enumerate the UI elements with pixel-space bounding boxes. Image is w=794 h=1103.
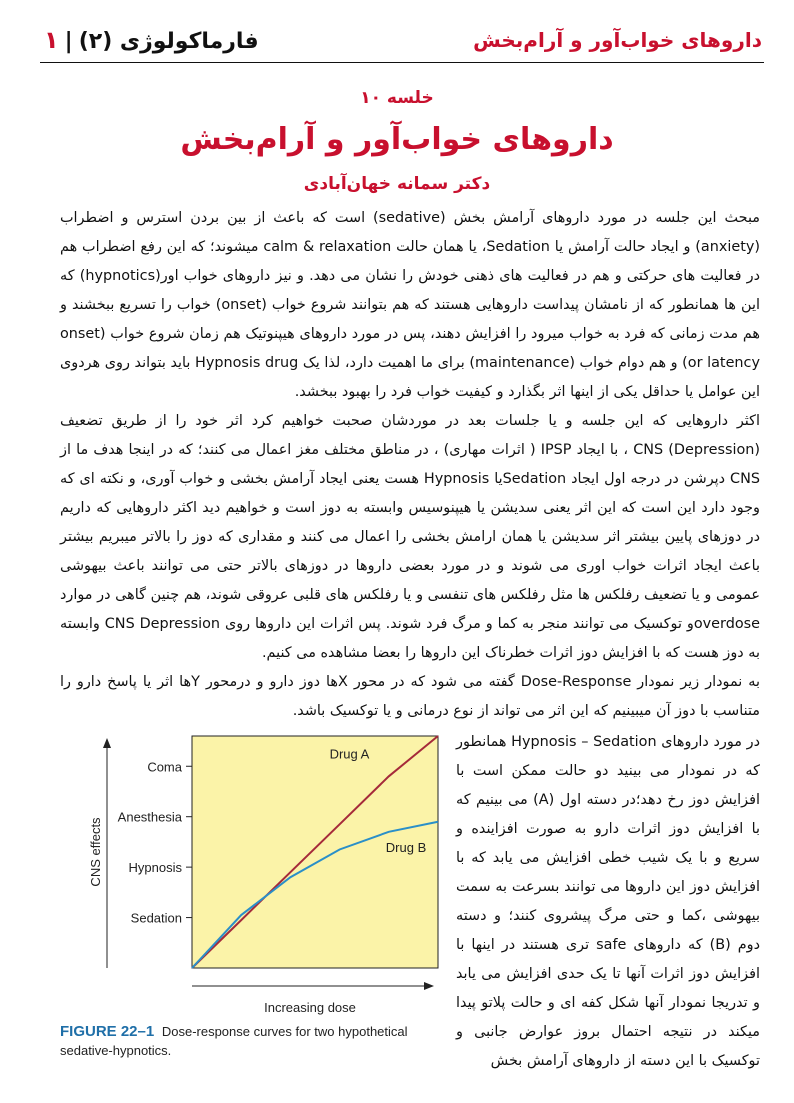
figure-caption-text: Dose-response curves for two hypothetical sedative-hypnotics.: [60, 1024, 408, 1058]
paragraph-cns: اکثر داروهایی که این جلسه و یا جلسات بعد در موردشان صحبت خواهیم کرد اثر خود را از طریق تضعیف (Depression) CNS ، با ایجاد IPSP ( اثرات مهاری) ، در مناطق مختلف مغز اعمال می کنند؛ که در اینجا هدف ما از CNS دپرشن در درجه اول ایجاد Sedationیا Hypnosis هست یعنی ایجاد آرامش بخشی و خواب آوری، و نکته ای که وجود دارد این است که این اثر یعنی سدیشن یا هیپنوسیس وابسته به دوز است و خواهیم دید اکثر داروهایی که داریم در دوزهای پایین بیشتر اثر سدیشن یا همان ارامش بخشی را اعمال می کنند و مقداری که دوز را بالاتر میبریم بیشتر باعث ایجاد اثرات خواب اوری می شوند و در مورد بعضی داروها در دوزهای بالاتر حتی می توانند باعث بیهوشی عمومی و یا تضعیف رفلکس ها مثل رفلکس های تنفسی و یا رفلکس های قلبی عروقی شوند، هم چنین گاهی در موارد overdoseو توکسیک می توانند منجر به کما و مرگ فرد شوند. پس اثرات این داروها روی CNS Depression وابسته به دوز هست که با افزایش دوز اثرات خطرناک این داروها را بعضا مشاهده می کنیم.: [60, 413, 760, 661]
x-axis-label: Increasing dose: [264, 1000, 356, 1015]
side-paragraph: در مورد داروهای Hypnosis – Sedation همانطور که در نمودار می بینید دو حالت ممکن است با افزایش دوز رخ دهد؛در دسته اول (A) می بینیم که با افزایش دوز اثرات دارو به صورت افزاینده و سریع و با یک شیب خطی افزایش می یابد که با افزایش دوز این داروها می توانند بسرعت به سمت بیهوشی ،کما و حتی مرگ پیشروی کنند؛ و دسته دوم (B) که داروهای safe تری هستند در اینها با افزایش دوز اثرات آنها تا یک حدی افزایش می یابد و تدریجا نمودار آنها شکل کفه ای و حالت پلاتو پیدا میکند در نتیجه احتمال بروز عوارض جانبی و توکسیک با این دسته از داروهای آرامش بخش: [456, 734, 760, 1069]
page-number: ۱: [44, 26, 59, 54]
paragraph-dose-response: به نمودار زیر نمودار Dose-Response گفته می شود که در محور Xها دوز دارو و درمحور Yها اثر یا پاسخ دارو را متناسب با دوز آن میبینیم که این اثر می تواند از نوع درمانی و یا توکسیک باشد.: [60, 674, 760, 719]
figure-caption: [60, 1022, 450, 1060]
y-tick-label: Anesthesia: [117, 809, 182, 825]
body-text: [60, 204, 760, 726]
header-course-title: [44, 26, 259, 54]
page-title: داروهای خواب‌آور و آرام‌بخش: [180, 122, 614, 157]
dose-response-figure: [55, 722, 445, 1052]
y-axis-arrowhead: [103, 738, 111, 748]
header-course-name: فارماکولوژی (۲): [78, 29, 259, 54]
series-label-drug-a: Drug A: [329, 746, 370, 762]
y-axis-label: CNS effects: [88, 817, 103, 887]
session-label: خلسه ۱۰: [360, 88, 434, 108]
dose-response-chart: [55, 722, 445, 1022]
page-header: [40, 22, 764, 63]
author-name: دکتر سمانه خهان‌آبادی: [303, 174, 491, 194]
header-chapter-title: داروهای خواب‌آور و آرام‌بخش: [473, 28, 762, 52]
figure-number: FIGURE 22–1: [60, 1023, 155, 1040]
series-label-drug-b: Drug B: [385, 840, 427, 855]
y-tick-label: Sedation: [130, 910, 182, 926]
header-separator: |: [64, 29, 73, 54]
paragraph-intro: مبحث این جلسه در مورد داروهای آرامش بخش (sedative) است که باعث از بین بردن استرس و اضطراب (anxiety) و ایجاد حالت آرامش یا Sedation، یا همان حالت calm & relaxation میشوند؛ که این رفع اضطراب هم در فعالیت های حرکتی و هم در فعالیت های ذهنی خودش را نشان می دهد. و نیز داروهای خواب اور(hypnotics) که این ها همانطور که از نامشان پیداست داروهایی هستند که هم بتوانند شروع خواب (onset) خواب را تسریع ببخشند و هم مدت زمانی که فرد به خواب میرود را افزایش دهند، پس در مورد داروهای هیپنوتیک هم زمان شروع خواب (onset or latency) و هم دوام خواب (maintenance) برای ما اهمیت دارد، لذا یک Hypnosis drug باید بتواند روی هردوی این عوامل یا حداقل یکی از اینها اثر بگذارد و کیفیت خواب فرد را بهبود ببخشد.: [60, 210, 760, 400]
y-tick-label: Hypnosis: [128, 860, 182, 876]
side-text: [456, 728, 760, 1076]
x-axis-arrowhead: [424, 982, 434, 990]
y-tick-label: Coma: [147, 759, 182, 775]
